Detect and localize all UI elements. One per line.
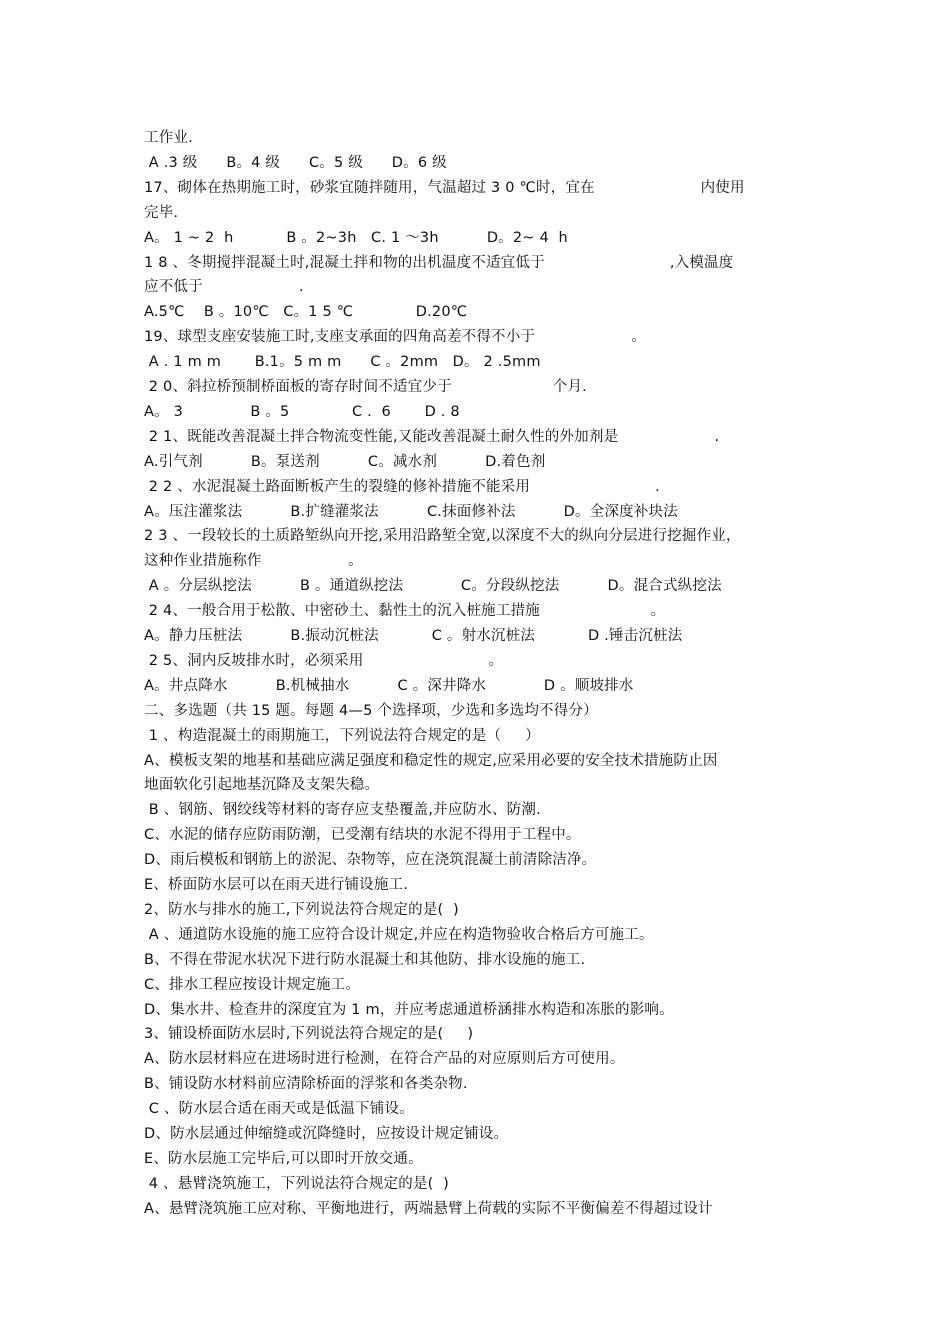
text-line: C、排水工程应按设计规定施工。: [144, 976, 361, 993]
text-line: E、桥面防水层可以在雨天进行铺设施工.: [144, 877, 409, 893]
text-line: 2 0、斜拉桥预制桥面板的寄存时间不适宜少于 个月.: [144, 379, 587, 395]
text-line: 2 4、一般合用于松散、中密砂土、黏性土的沉入桩施工措施 。: [144, 603, 666, 620]
text-line: A。 3 B 。5 C . 6 D . 8: [144, 403, 460, 420]
text-line: A、防水层材料应在进场时进行检测，在符合产品的对应原则后方可使用。: [144, 1051, 625, 1068]
text-line: 19、球型支座安装施工时,支座支承面的四角高差不得不小于 。: [144, 329, 647, 346]
text-line: 2 1、既能改善混凝土拌合物流变性能,又能改善混凝土耐久性的外加剂是 .: [144, 428, 720, 445]
text-line: A。压注灌浆法 B.扩缝灌浆法 C.抹面修补法 D。全深度补块法: [144, 503, 678, 520]
text-line: 这种作业措施称作 。: [144, 553, 363, 570]
text-line: 4 、悬臂浇筑施工，下列说法符合规定的是( ): [144, 1175, 449, 1192]
text-line: B、铺设防水材料前应清除桥面的浮浆和各类杂物.: [144, 1076, 468, 1093]
text-line: 2 2 、水泥混凝土路面断板产生的裂缝的修补措施不能采用 .: [144, 478, 660, 495]
text-line: E、防水层施工完毕后,可以即时开放交通。: [144, 1150, 423, 1167]
text-line: 2 5、洞内反坡排水时，必须采用 。: [144, 652, 504, 669]
text-line: 1 、构造混凝土的雨期施工，下列说法符合规定的是（ ）: [144, 727, 540, 744]
text-line: 17、砌体在热期施工时，砂浆宜随拌随用，气温超过 3 0 ℃时，宜在 内使用: [144, 179, 745, 196]
text-line: A . 1 m m B.1。5 m m C 。2mm D。 2 .5mm: [144, 354, 541, 371]
text-line: A。静力压桩法 B.振动沉桩法 C 。射水沉桩法 D .锤击沉桩法: [144, 628, 683, 644]
text-line: A、悬臂浇筑施工应对称、平衡地进行，两端悬臂上荷载的实际不平衡偏差不得超过设计: [144, 1200, 713, 1217]
text-line: A。 1 ~ 2 h B 。2~3h C. 1 ～3h D。2~ 4 h: [144, 229, 568, 246]
text-line: A.5℃ B 。10℃ C。1 5 ℃ D.20℃: [144, 304, 468, 321]
text-line: A。井点降水 B.机械抽水 C 。深井降水 D 。顺坡排水: [144, 677, 634, 694]
text-line: D、防水层通过伸缩缝或沉降缝时，应按设计规定铺设。: [144, 1126, 509, 1142]
text-line: 二、多选题（共 15 题。每题 4—5 个选择项，少选和多选均不得分）: [144, 702, 598, 719]
text-line: 地面软化引起地基沉降及支架失稳。: [144, 777, 380, 794]
text-line: 完毕.: [144, 204, 179, 221]
text-line: A、模板支架的地基和基础应满足强度和稳定性的规定,应采用必要的安全技术措施防止因: [144, 752, 718, 769]
text-line: 工作业.: [144, 130, 193, 146]
text-line: B、不得在带泥水状况下进行防水混凝土和其他防、排水设施的施工.: [144, 951, 586, 968]
text-line: 应不低于 .: [144, 279, 304, 296]
text-line: D、集水井、检查井的深度宜为 1 m，并应考虑通道桥涵排水构造和冻胀的影响。: [144, 1001, 674, 1018]
text-line: 3、铺设桥面防水层时,下列说法符合规定的是( ): [144, 1026, 474, 1043]
text-line: 2、防水与排水的施工,下列说法符合规定的是( ): [144, 901, 459, 918]
text-line: A .3 级 B。4 级 C。5 级 D。6 级: [144, 154, 447, 171]
text-line: C 、防水层合适在雨天或是低温下铺设。: [144, 1101, 414, 1118]
text-line: 2 3 、一段较长的土质路堑纵向开挖,采用沿路堑全宽,以深度不大的纵向分层进行挖掘作业，: [144, 528, 741, 545]
text-line: B 、钢筋、钢绞线等材料的寄存应支垫覆盖,并应防水、防潮.: [144, 802, 541, 819]
text-line: A 、通道防水设施的施工应符合设计规定,并应在构造物验收合格后方可施工。: [144, 926, 654, 943]
text-line: C、水泥的储存应防雨防潮，已受潮有结块的水泥不得用于工程中。: [144, 827, 581, 844]
text-line: D、雨后模板和钢筋上的淤泥、杂物等，应在浇筑混凝土前清除洁净。: [144, 852, 597, 869]
text-line: 1 8 、冬期搅拌混凝土时,混凝土拌和物的出机温度不适宜低于 ,入模温度: [144, 254, 734, 271]
text-line: A 。分层纵挖法 B 。通道纵挖法 C。分段纵挖法 D。混合式纵挖法: [144, 578, 722, 595]
text-line: A.引气剂 B。泵送剂 C。减水剂 D.着色剂: [144, 453, 546, 470]
